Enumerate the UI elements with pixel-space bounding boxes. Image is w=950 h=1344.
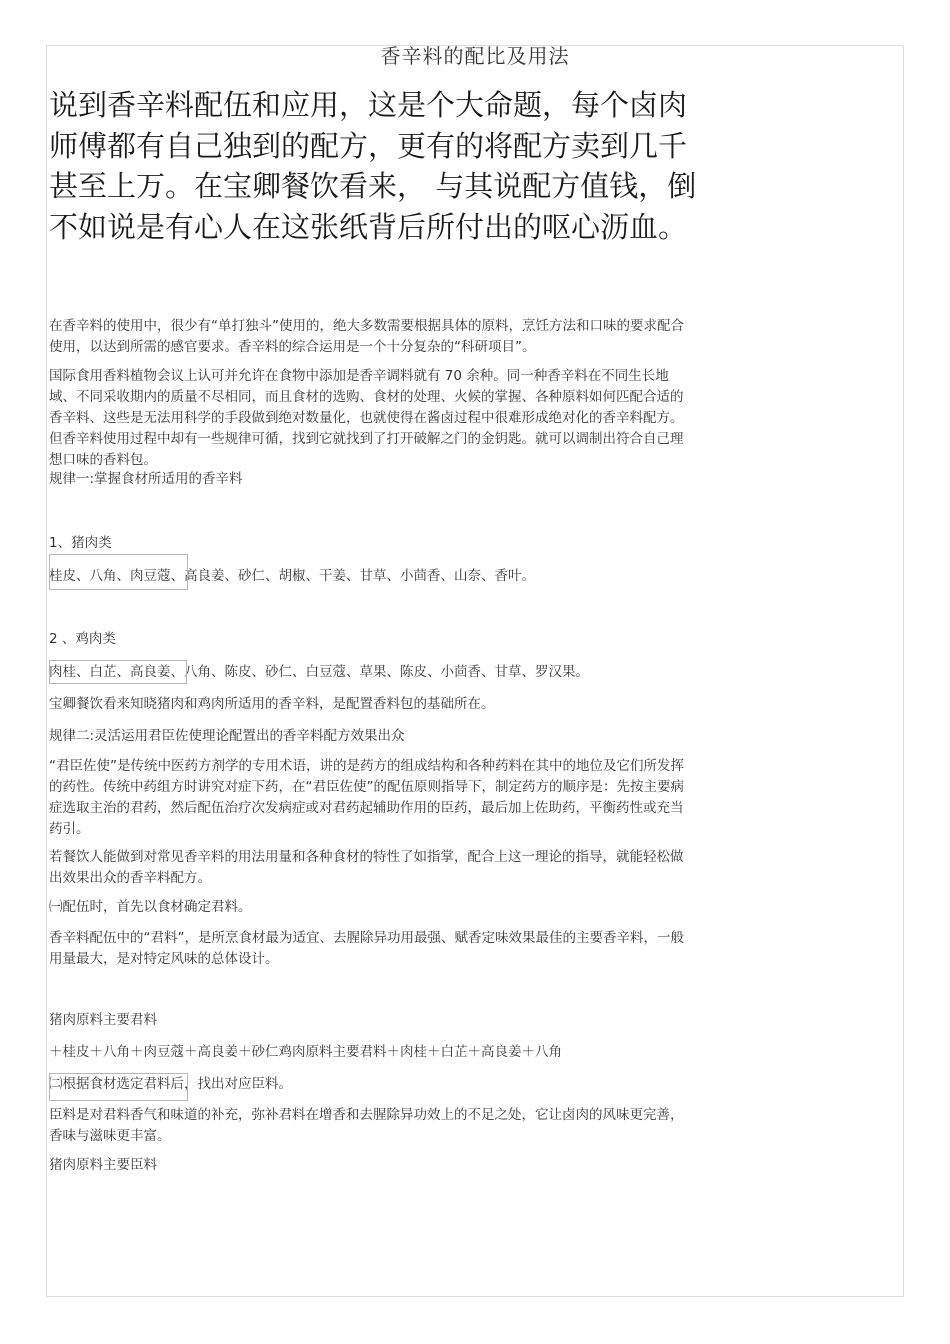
heading-step-two: ㈡根据食材选定君料后，找出对应臣料。	[49, 1076, 292, 1092]
list-chicken-spices: 肉桂、白芷、高良姜、八角、陈皮、砂仁、白豆蔻、草果、陈皮、小茴香、甘草、罗汉果。	[49, 664, 589, 680]
paragraph-mastery: 若餐饮人能做到对常见香辛料的用法用量和各种食材的特性了如指掌，配合上这一理论的指导，就能轻松做出效果出众的香辛料配方。	[49, 849, 684, 886]
paragraph-chen-definition: 臣料是对君料香气和味道的补充，弥补君料在增香和去腥除异功效上的不足之处，它让卤肉的风味更完善，香味与滋味更丰富。	[49, 1107, 684, 1144]
heading-pork: 1、猪肉类	[49, 535, 112, 551]
heading-rule-one: 规律一:掌握食材所适用的香辛料	[49, 471, 243, 487]
paragraph-intro: 在香辛料的使用中，很少有“单打独斗”使用的，绝大多数需要根据具体的原料，烹饪方法和口味的要求配合使用，以达到所需的感官要求。香辛料的综合运用是一个十分复杂的“科研项目”。	[49, 318, 684, 355]
paragraph-jun-definition: 香辛料配伍中的“君料”，是所烹食材最为适宜、去腥除异功用最强、赋香定味效果最佳的主要香辛料，一般用量最大，是对特定风味的总体设计。	[49, 930, 684, 967]
heading-pork-chen: 猪肉原料主要臣料	[49, 1157, 157, 1173]
list-jun-spices: ＋桂皮＋八角＋肉豆蔻＋高良姜＋砂仁鸡肉原料主要君料＋肉桂＋白芷＋高良姜＋八角	[49, 1044, 562, 1060]
paragraph-overview: 国际食用香料植物会议上认可并允许在食物中添加是香辛调料就有 70 余种。同一种香辛料在不同生长地域、不同采收期内的质量不尽相同，而且食材的选购、食材的处理、火候的掌握、各种原料如何匹配合适的香辛料、这些是无法用科学的手段做到绝对数量化，也就使得在酱卤过程中很难形成绝对化的香辛料配方。但香辛料使用过程中却有一些规律可循，找到它就找到了打开破解之门的金钥匙。就可以调制出符合自己理想口味的香料包。	[49, 368, 684, 468]
paragraph-junchen: “君臣佐使”是传统中医药方剂学的专用术语，讲的是药方的组成结构和各种药料在其中的地位及它们所发挥的药性。传统中药组方时讲究对症下药，在“君臣佐使”的配伍原则指导下，制定药方的顺序是：先按主要病症选取主治的君药，然后配伍治疗次发病症或对君药起辅助作用的臣药，最后加上佐助药，平衡药性或充当药引。	[49, 758, 684, 837]
document-title: 香辛料的配比及用法	[380, 44, 570, 68]
heading-chicken: 2 、鸡肉类	[49, 631, 116, 647]
heading-pork-jun: 猪肉原料主要君料	[49, 1012, 157, 1028]
lead-paragraph: 说到香辛料配伍和应用，这是个大命题，每个卤肉师傅都有自己独到的配方，更有的将配方卖到几千甚至上万。在宝卿餐饮看来， 与其说配方值钱，倒不如说是有心人在这张纸背后所付出的呕心沥血。	[49, 88, 697, 244]
list-pork-spices: 桂皮、八角、肉豆蔻、高良姜、砂仁、胡椒、干姜、甘草、小茴香、山奈、香叶。	[49, 568, 535, 584]
heading-step-one: ㈠配伍时，首先以食材确定君料。	[49, 899, 252, 915]
paragraph-basis: 宝卿餐饮看来知晓猪肉和鸡肉所适用的香辛料，是配置香料包的基础所在。	[49, 696, 495, 712]
heading-rule-two: 规律二:灵活运用君臣佐使理论配置出的香辛料配方效果出众	[49, 728, 405, 744]
